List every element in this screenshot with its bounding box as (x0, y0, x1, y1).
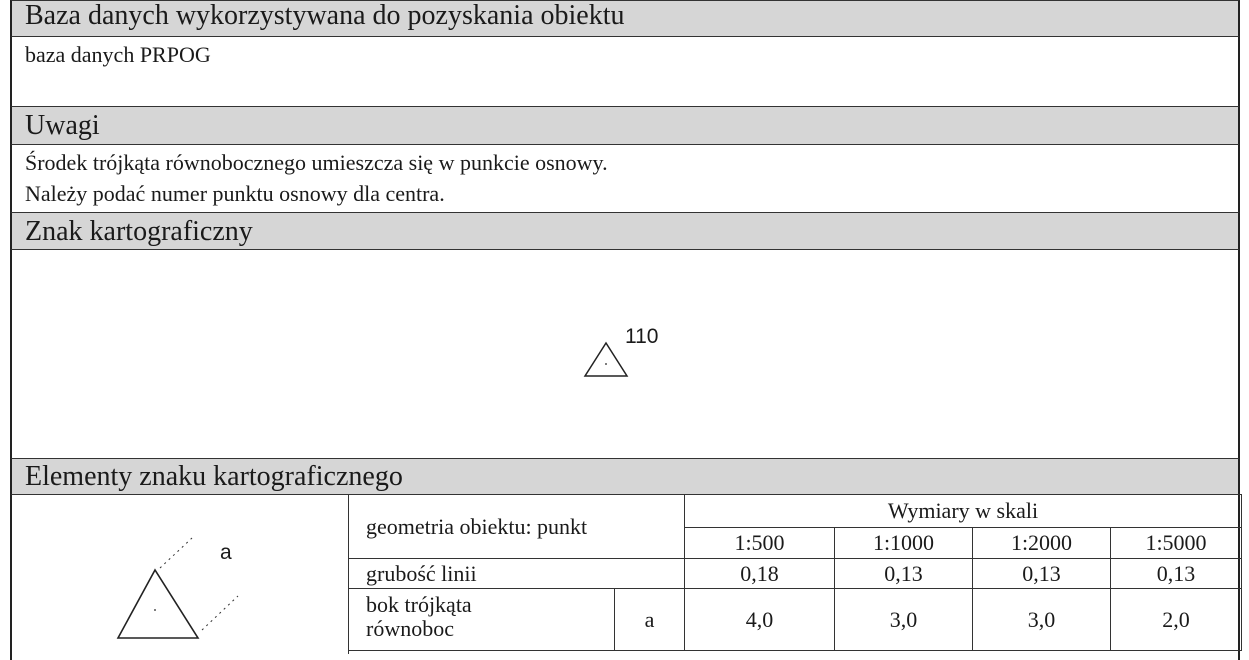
row-label-cell: grubość linii (349, 559, 685, 589)
section-title-database: Baza danych wykorzystywana do pozyskania obiektu (25, 0, 625, 31)
geometry-label-cell: geometria obiektu: punkt (349, 495, 685, 559)
value-cell: 3,0 (835, 589, 973, 651)
row-symbol-cell: a (615, 589, 685, 651)
notes-line-1: Środek trójkąta równobocznego umieszcza się w punkcie osnowy. (25, 150, 608, 175)
row-label-line-2: równoboc (366, 616, 454, 641)
scale-header-cell: 1:2000 (973, 528, 1111, 559)
row-label-cell (349, 589, 615, 651)
database-value: baza danych PRPOG (25, 42, 211, 67)
section-header-database (10, 0, 1240, 37)
section-title-elements: Elementy znaku kartograficznego (25, 461, 403, 492)
table-row (349, 495, 1242, 528)
dimensions-header-cell: Wymiary w skali (685, 495, 1242, 528)
dimensions-table (348, 494, 1242, 651)
scale-header-cell: 1:500 (685, 528, 835, 559)
value-cell: 0,13 (973, 559, 1111, 589)
value-cell: 0,18 (685, 559, 835, 589)
scale-header-cell: 1:1000 (835, 528, 973, 559)
section-header-elements (10, 458, 1240, 495)
section-title-symbol: Znak kartograficzny (25, 216, 253, 247)
notes-line-2: Należy podać numer punktu osnowy dla centra. (25, 181, 445, 206)
section-header-symbol (10, 212, 1240, 250)
value-cell: 2,0 (1111, 589, 1242, 651)
table-row (349, 589, 1242, 651)
value-cell: 3,0 (973, 589, 1111, 651)
value-cell: 4,0 (685, 589, 835, 651)
value-cell: 0,13 (835, 559, 973, 589)
value-cell: 0,13 (1111, 559, 1242, 589)
table-row (349, 559, 1242, 589)
scale-header-cell: 1:5000 (1111, 528, 1242, 559)
point-number-label: 110 (625, 325, 659, 348)
row-label-line-1: bok trójkąta (366, 592, 472, 617)
section-header-notes (10, 106, 1240, 145)
section-title-notes: Uwagi (25, 110, 100, 141)
diagram-dimension-label-a: a (220, 541, 232, 564)
